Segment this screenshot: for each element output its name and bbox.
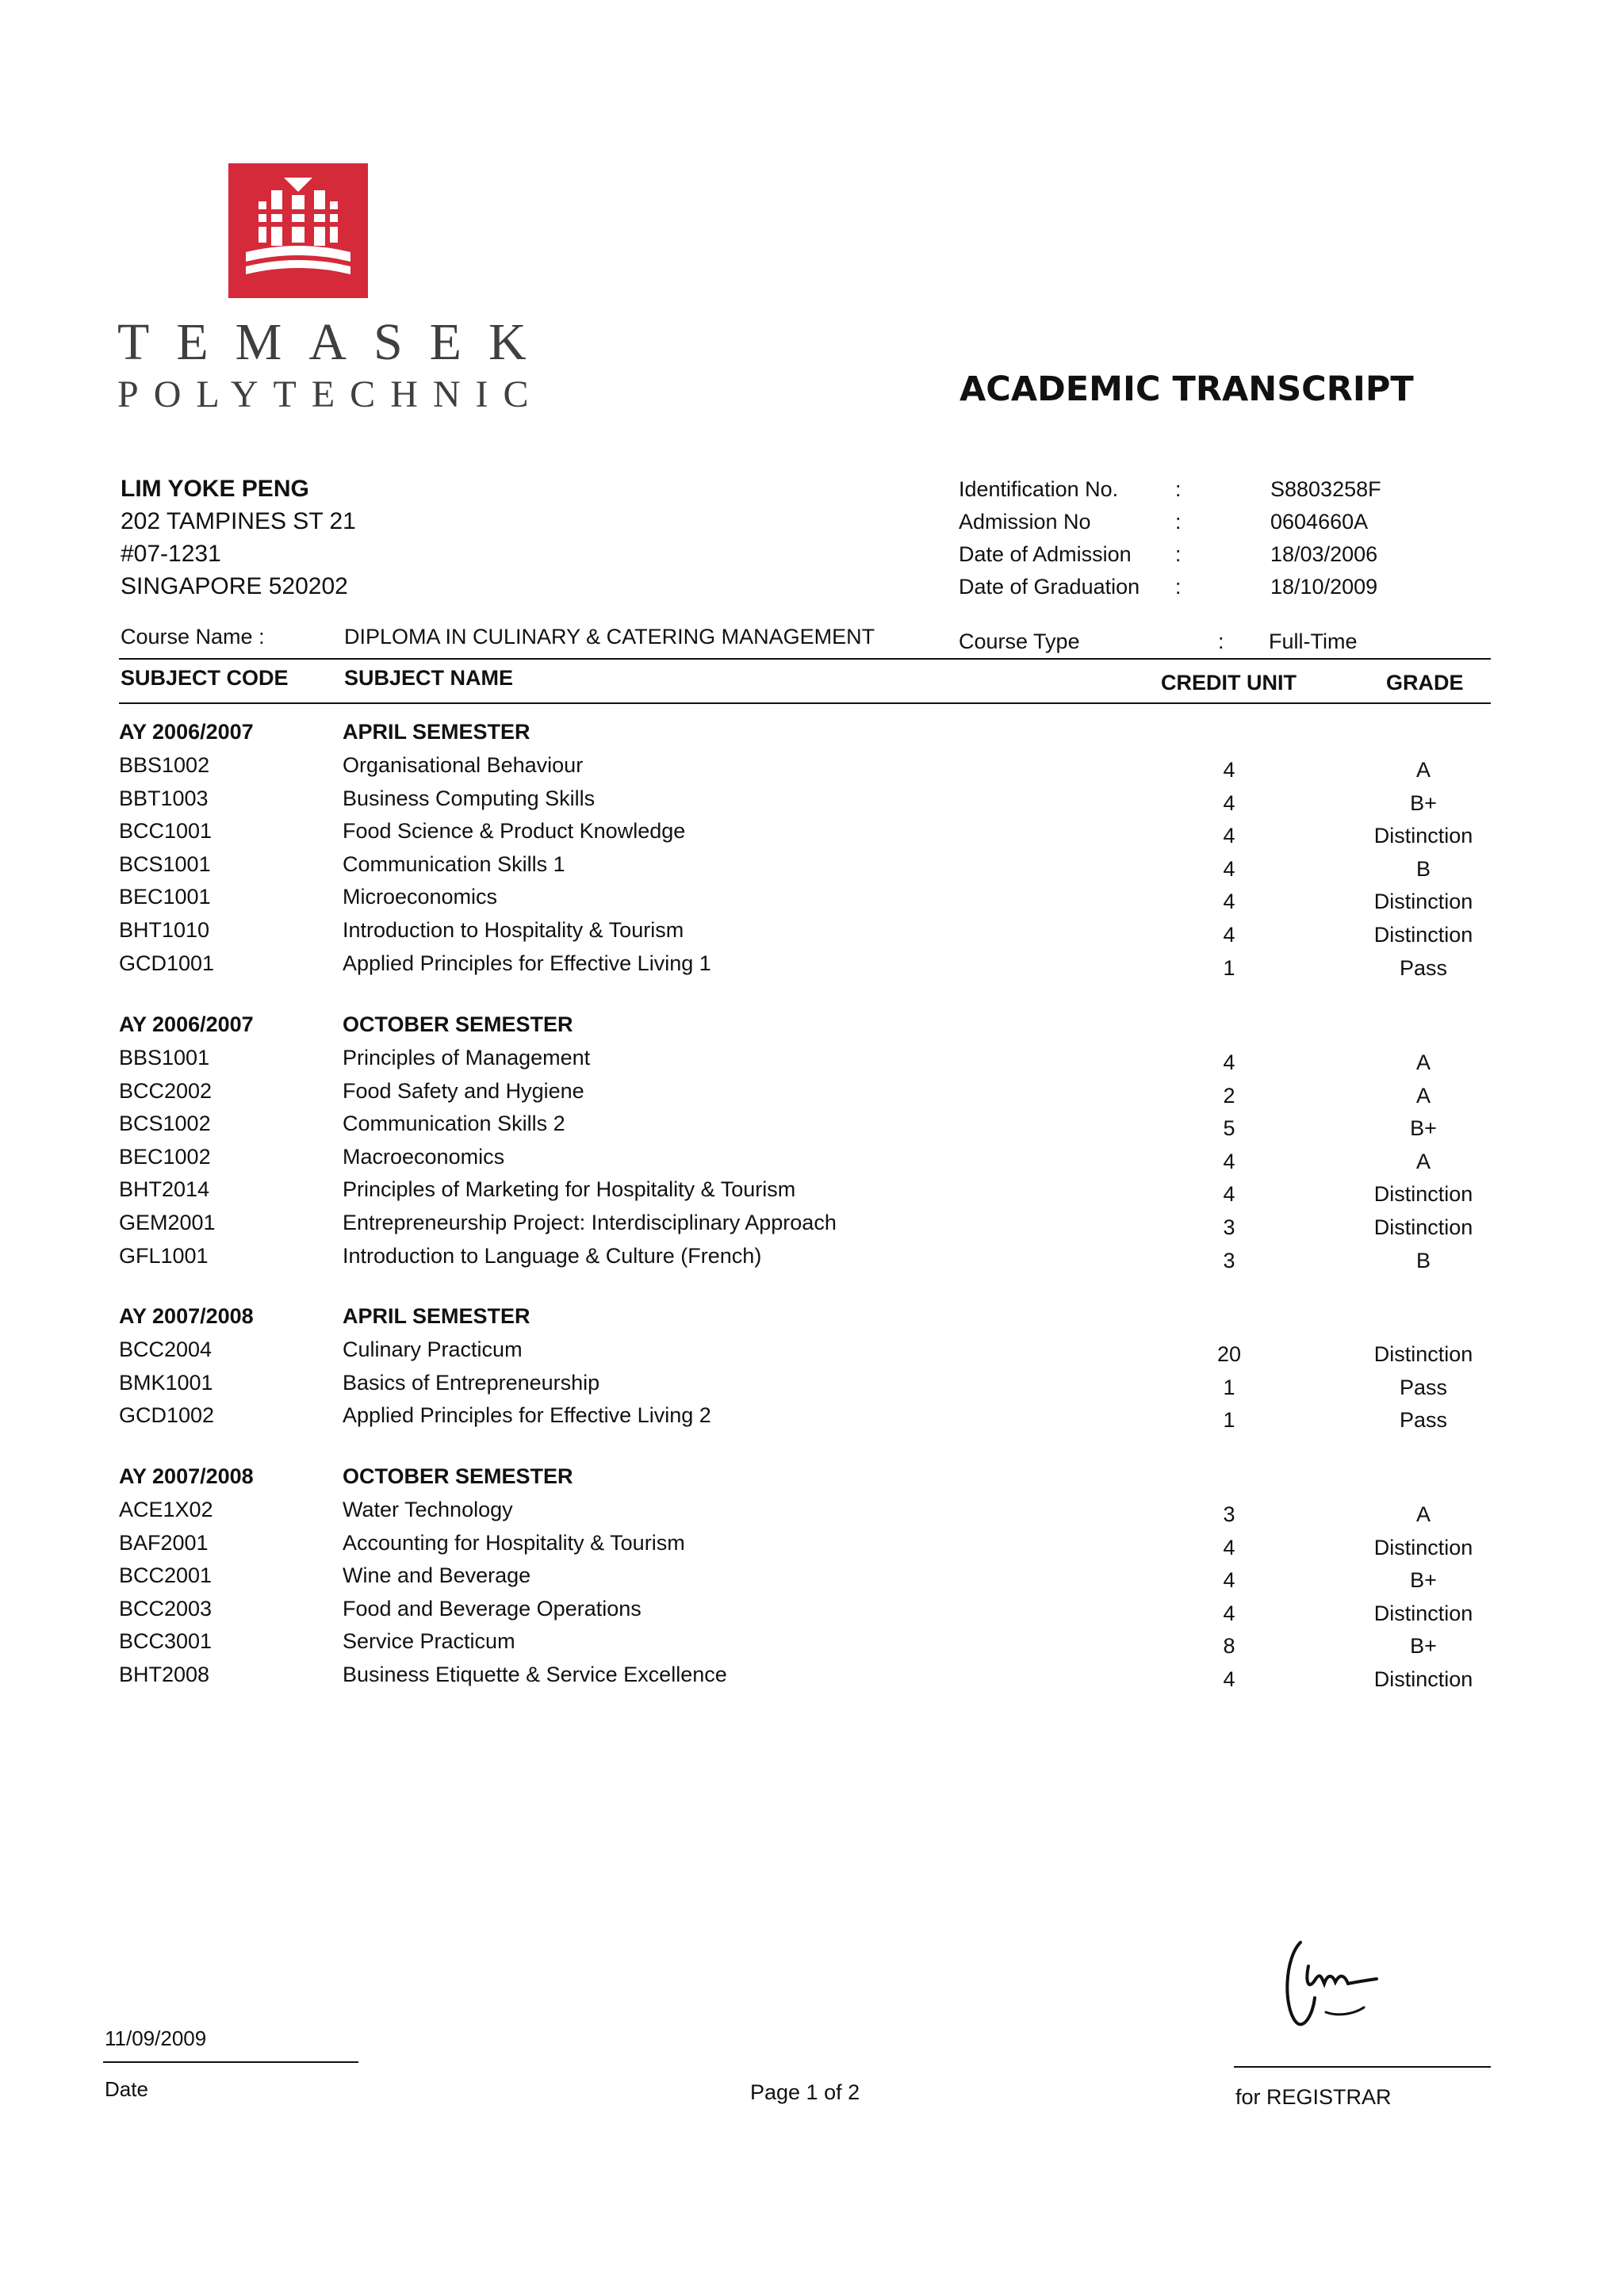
column-header-grade: GRADE (1386, 671, 1464, 695)
grade: A (1415, 1083, 1431, 1108)
id-row (959, 510, 1403, 542)
column-header-name: SUBJECT NAME (344, 666, 514, 690)
academic-year: AY 2006/2007 (119, 720, 254, 744)
credit-unit: 4 (1223, 1149, 1235, 1173)
subject-name: Culinary Practicum (343, 1337, 523, 1361)
address-line: SINGAPORE 520202 (121, 573, 348, 599)
subject-name: Water Technology (343, 1498, 513, 1521)
subject-code: BCC2002 (119, 1078, 213, 1103)
subject-name: Introduction to Language & Culture (French) (343, 1243, 762, 1268)
credit-unit: 2 (1223, 1083, 1235, 1108)
subject-name: Business Etiquette & Service Excellence (343, 1662, 727, 1686)
academic-year: AY 2007/2008 (119, 1464, 254, 1488)
subject-code: GEM2001 (119, 1210, 216, 1234)
subject-name: Applied Principles for Effective Living 1 (343, 951, 711, 975)
table-row (0, 1177, 1624, 1211)
subject-name: Business Computing Skills (343, 786, 596, 810)
grade: Distinction (1373, 1667, 1473, 1691)
semester-block (0, 720, 1624, 984)
credit-unit: 3 (1223, 1248, 1235, 1272)
header-bottom-rule (119, 702, 1491, 704)
id-row (959, 542, 1403, 575)
table-row (0, 885, 1624, 918)
id-label: Date of Graduation (959, 575, 1140, 599)
grade: Pass (1399, 1375, 1448, 1399)
table-row (0, 1597, 1624, 1630)
credit-unit: 4 (1223, 1182, 1235, 1207)
subject-code: BCC1001 (119, 819, 213, 844)
column-header-code: SUBJECT CODE (121, 666, 289, 690)
subject-code: GCD1002 (119, 1403, 215, 1428)
subject-name: Accounting for Hospitality & Tourism (343, 1530, 685, 1555)
address-line: #07-1231 (121, 541, 221, 567)
semester-name: APRIL SEMESTER (343, 720, 530, 744)
subject-name: Entrepreneurship Project: Interdisciplinary Approach (343, 1210, 837, 1234)
semester-header (0, 1012, 1624, 1046)
table-row (0, 1371, 1624, 1404)
brand-name: TEMASEK (117, 313, 553, 371)
credit-unit: 3 (1223, 1215, 1235, 1239)
id-label: Date of Admission (959, 542, 1132, 566)
subject-name: Communication Skills 1 (343, 851, 565, 876)
registrar-signature (1269, 1934, 1404, 2038)
grade: B+ (1410, 790, 1437, 815)
semester-name: APRIL SEMESTER (343, 1304, 530, 1328)
course-name-label: Course Name : (121, 625, 265, 649)
subject-code: BCC2001 (119, 1563, 213, 1588)
subject-name: Food Safety and Hygiene (343, 1078, 584, 1103)
table-row (0, 1337, 1624, 1371)
grade: B+ (1410, 1568, 1437, 1593)
date-rule (103, 2061, 358, 2063)
subject-code: GFL1001 (119, 1243, 209, 1268)
table-row (0, 1403, 1624, 1437)
registrar-label: for REGISTRAR (1235, 2085, 1392, 2109)
subject-name: Principles of Marketing for Hospitality & Tourism (343, 1177, 796, 1202)
credit-unit: 4 (1223, 1535, 1235, 1559)
semester-name: OCTOBER SEMESTER (343, 1464, 573, 1488)
id-row (959, 477, 1403, 510)
grade: A (1415, 758, 1431, 782)
credit-unit: 4 (1223, 824, 1235, 848)
table-row (0, 852, 1624, 886)
semester-header (0, 1464, 1624, 1498)
issue-date: 11/09/2009 (105, 2026, 207, 2050)
grade: B+ (1410, 1634, 1437, 1659)
table-row (0, 1629, 1624, 1663)
credit-unit: 1 (1223, 1408, 1235, 1433)
table-row (0, 1563, 1624, 1597)
semester-header (0, 720, 1624, 753)
table-row (0, 1663, 1624, 1696)
column-header-credit: CREDIT UNIT (1161, 671, 1297, 695)
subject-name: Communication Skills 2 (343, 1112, 565, 1136)
credit-unit: 4 (1223, 890, 1235, 914)
registrar-rule (1234, 2066, 1491, 2068)
course-type-label: Course Type (959, 629, 1080, 653)
credit-unit: 4 (1223, 1050, 1235, 1074)
id-row (959, 575, 1403, 607)
subject-code: GCD1001 (119, 951, 215, 975)
id-label: Identification No. (959, 477, 1119, 501)
table-row (0, 819, 1624, 852)
id-colon: : (1175, 542, 1182, 566)
date-label: Date (105, 2077, 148, 2101)
subject-name: Microeconomics (343, 885, 498, 909)
credit-unit: 4 (1223, 1667, 1235, 1691)
subject-name: Introduction to Hospitality & Tourism (343, 917, 684, 942)
credit-unit: 4 (1223, 790, 1235, 815)
credit-unit: 8 (1223, 1634, 1235, 1659)
subject-code: BMK1001 (119, 1370, 213, 1395)
grade: B (1415, 1248, 1431, 1272)
subject-code: BBT1003 (119, 786, 209, 810)
grade: Distinction (1373, 890, 1473, 914)
grade: Pass (1399, 1408, 1448, 1433)
table-row (0, 1498, 1624, 1531)
subject-name: Principles of Management (343, 1046, 591, 1070)
brand-subtitle: POLYTECHNIC (117, 373, 544, 415)
id-value: S8803258F (1270, 477, 1381, 501)
grade: Pass (1399, 955, 1448, 980)
subject-name: Service Practicum (343, 1629, 515, 1654)
document-title: ACADEMIC TRANSCRIPT (959, 369, 1414, 409)
polytechnic-logo (228, 163, 368, 298)
subject-name: Organisational Behaviour (343, 753, 584, 777)
semester-name: OCTOBER SEMESTER (343, 1012, 573, 1036)
credit-unit: 1 (1223, 1375, 1235, 1399)
academic-year: AY 2006/2007 (119, 1012, 254, 1036)
subject-code: BAF2001 (119, 1530, 209, 1555)
grade: A (1415, 1050, 1431, 1074)
table-row (0, 1244, 1624, 1277)
subject-code: BCC3001 (119, 1629, 213, 1654)
table-row (0, 1079, 1624, 1112)
subject-code: BCS1002 (119, 1112, 211, 1136)
table-row (0, 1046, 1624, 1079)
credit-unit: 4 (1223, 758, 1235, 782)
subject-code: BHT1010 (119, 917, 210, 942)
student-block (121, 473, 356, 603)
semester-block (0, 1012, 1624, 1276)
subject-code: ACE1X02 (119, 1498, 213, 1521)
grade: Distinction (1373, 1601, 1473, 1625)
subject-name: Macroeconomics (343, 1144, 505, 1169)
subject-name: Food Science & Product Knowledge (343, 819, 686, 844)
credit-unit: 4 (1223, 1568, 1235, 1593)
subject-code: BCC2003 (119, 1596, 213, 1621)
subject-code: BHT2008 (119, 1662, 210, 1686)
table-row (0, 1211, 1624, 1244)
grade: A (1415, 1149, 1431, 1173)
semester-block (0, 1464, 1624, 1696)
address-line: 202 TAMPINES ST 21 (121, 508, 356, 534)
subject-code: BHT2014 (119, 1177, 210, 1202)
subject-name: Basics of Entrepreneurship (343, 1370, 600, 1395)
table-row (0, 1145, 1624, 1178)
semester-header (0, 1304, 1624, 1337)
grade: B+ (1410, 1116, 1437, 1141)
subject-code: BBS1002 (119, 753, 210, 777)
subject-name: Wine and Beverage (343, 1563, 531, 1588)
id-value: 0604660A (1270, 510, 1369, 534)
table-row (0, 786, 1624, 820)
logo-emblem-icon (228, 163, 368, 298)
grade: Distinction (1373, 1215, 1473, 1239)
table-row (0, 1531, 1624, 1564)
credit-unit: 3 (1223, 1502, 1235, 1526)
credit-unit: 4 (1223, 856, 1235, 881)
grade: Distinction (1373, 824, 1473, 848)
academic-year: AY 2007/2008 (119, 1304, 254, 1328)
id-value: 18/03/2006 (1270, 542, 1378, 566)
grade: Distinction (1373, 1182, 1473, 1207)
table-row (0, 918, 1624, 951)
page-indicator: Page 1 of 2 (750, 2080, 860, 2104)
identification-table (959, 477, 1403, 607)
grade: A (1415, 1502, 1431, 1526)
student-name: LIM YOKE PENG (121, 476, 309, 502)
id-value: 18/10/2009 (1270, 575, 1378, 599)
semester-block (0, 1304, 1624, 1437)
table-row (0, 753, 1624, 786)
table-row (0, 951, 1624, 985)
subject-code: BEC1001 (119, 885, 211, 909)
course-type-value: Full-Time (1269, 629, 1358, 653)
grade: Distinction (1373, 922, 1473, 947)
credit-unit: 20 (1216, 1342, 1242, 1366)
id-label: Admission No (959, 510, 1091, 534)
subject-code: BBS1001 (119, 1046, 210, 1070)
course-name: DIPLOMA IN CULINARY & CATERING MANAGEMENT (344, 625, 875, 649)
id-colon: : (1175, 477, 1182, 501)
subject-code: BEC1002 (119, 1144, 211, 1169)
subject-name: Food and Beverage Operations (343, 1596, 642, 1621)
subject-name: Applied Principles for Effective Living 2 (343, 1403, 711, 1428)
grade: Distinction (1373, 1535, 1473, 1559)
grade: B (1415, 856, 1431, 881)
grade: Distinction (1373, 1342, 1473, 1366)
subject-code: BCS1001 (119, 851, 211, 876)
course-type-colon: : (1218, 629, 1224, 653)
subject-code: BCC2004 (119, 1337, 213, 1361)
credit-unit: 4 (1223, 1601, 1235, 1625)
credit-unit: 1 (1223, 955, 1235, 980)
credit-unit: 4 (1223, 922, 1235, 947)
id-colon: : (1175, 510, 1182, 534)
table-row (0, 1112, 1624, 1145)
id-colon: : (1175, 575, 1182, 599)
header-top-rule (119, 658, 1491, 660)
credit-unit: 5 (1223, 1116, 1235, 1141)
